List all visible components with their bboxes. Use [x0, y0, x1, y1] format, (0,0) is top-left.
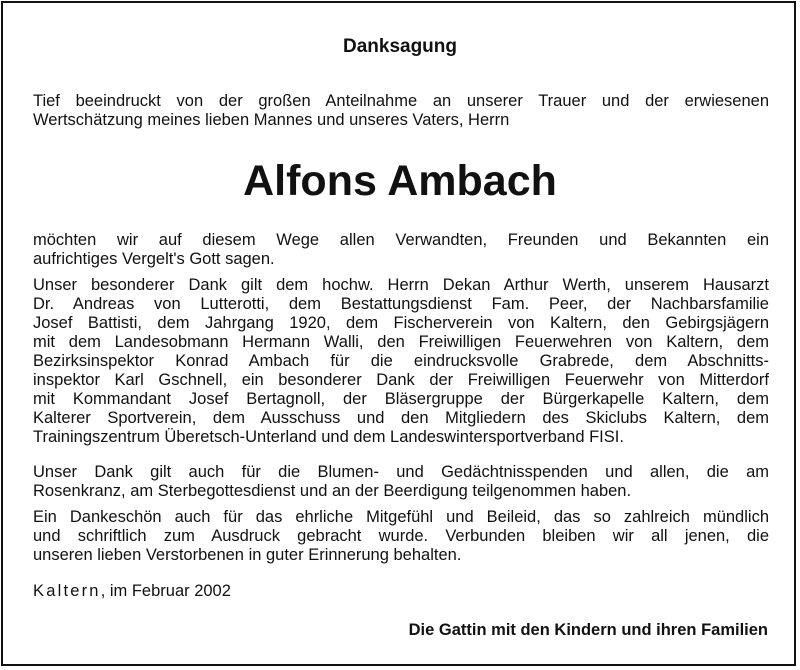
paragraph-line: inspektor Karl Gschnell, ein besonderer Dank der Freiwilligen Feuerwehr von Mitterdorf — [33, 371, 769, 389]
thanks-paragraph-2 — [33, 276, 769, 447]
paragraph-line: Ein Dankeschön auch für das ehrliche Mitgefühl und Beileid, das so zahlreich mündlich — [33, 508, 769, 526]
place: Kaltern — [33, 582, 101, 600]
intro-paragraph — [33, 92, 769, 130]
paragraph-line: Rosenkranz, am Sterbegottesdienst und an der Beerdigung teilgenommen haben. — [33, 482, 632, 500]
paragraph-line: Bezirksinspektor Konrad Ambach für die eindrucksvolle Grabrede, dem Abschnitts- — [33, 352, 769, 370]
place-date-line — [33, 582, 231, 601]
paragraph-line: Josef Battisti, dem Jahrgang 1920, dem Fischerverein von Kaltern, den Gebirgsjägern — [33, 314, 769, 332]
paragraph-line: möchten wir auf diesem Wege allen Verwandten, Freunden und Bekannten ein — [33, 231, 769, 249]
paragraph-line: Dr. Andreas von Lutterotti, dem Bestattungsdienst Fam. Peer, der Nachbarsfamilie — [33, 295, 769, 313]
paragraph-line: mit Kommandant Josef Bertagnoll, der Bläsergruppe der Bürgerkapelle Kaltern, dem — [33, 390, 769, 408]
intro-line: Wertschätzung meines lieben Mannes und unseres Vaters, Herrn — [33, 111, 510, 129]
paragraph-line: Kalterer Sportverein, dem Ausschuss und den Mitgliedern des Skiclubs Kaltern, dem — [33, 409, 769, 427]
thanks-paragraph-4 — [33, 508, 769, 565]
paragraph-line: mit dem Landesobmann Hermann Walli, den Freiwilligen Feuerwehren von Kaltern, dem — [33, 333, 769, 351]
paragraph-line: Unser Dank gilt auch für die Blumen- und Gedächtnisspenden und allen, die am — [33, 463, 769, 481]
date: , im Februar 2002 — [100, 582, 231, 600]
signature: Die Gattin mit den Kindern und ihren Familien — [408, 621, 768, 639]
intro-line: Tief beeindruckt von der großen Anteilnahme an unserer Trauer und der erwiesenen — [33, 92, 769, 110]
paragraph-line: Trainingszentrum Überetsch-Unterland und dem Landeswintersportverband FISI. — [33, 428, 624, 446]
paragraph-line: Unser besonderer Dank gilt dem hochw. Herrn Dekan Arthur Werth, unserem Hausarzt — [33, 276, 769, 294]
deceased-name: Alfons Ambach — [243, 157, 557, 205]
paragraph-line: unseren lieben Verstorbenen in guter Erinnerung behalten. — [33, 546, 462, 564]
thanks-paragraph-3 — [33, 463, 769, 501]
thanks-paragraph-1 — [33, 231, 769, 269]
paragraph-line: und schriftlich zum Ausdruck gebracht wurde. Verbunden bleiben wir all jenen, die — [33, 527, 769, 545]
notice-heading: Danksagung — [342, 36, 458, 57]
paragraph-line: aufrichtiges Vergelt's Gott sagen. — [33, 250, 275, 268]
